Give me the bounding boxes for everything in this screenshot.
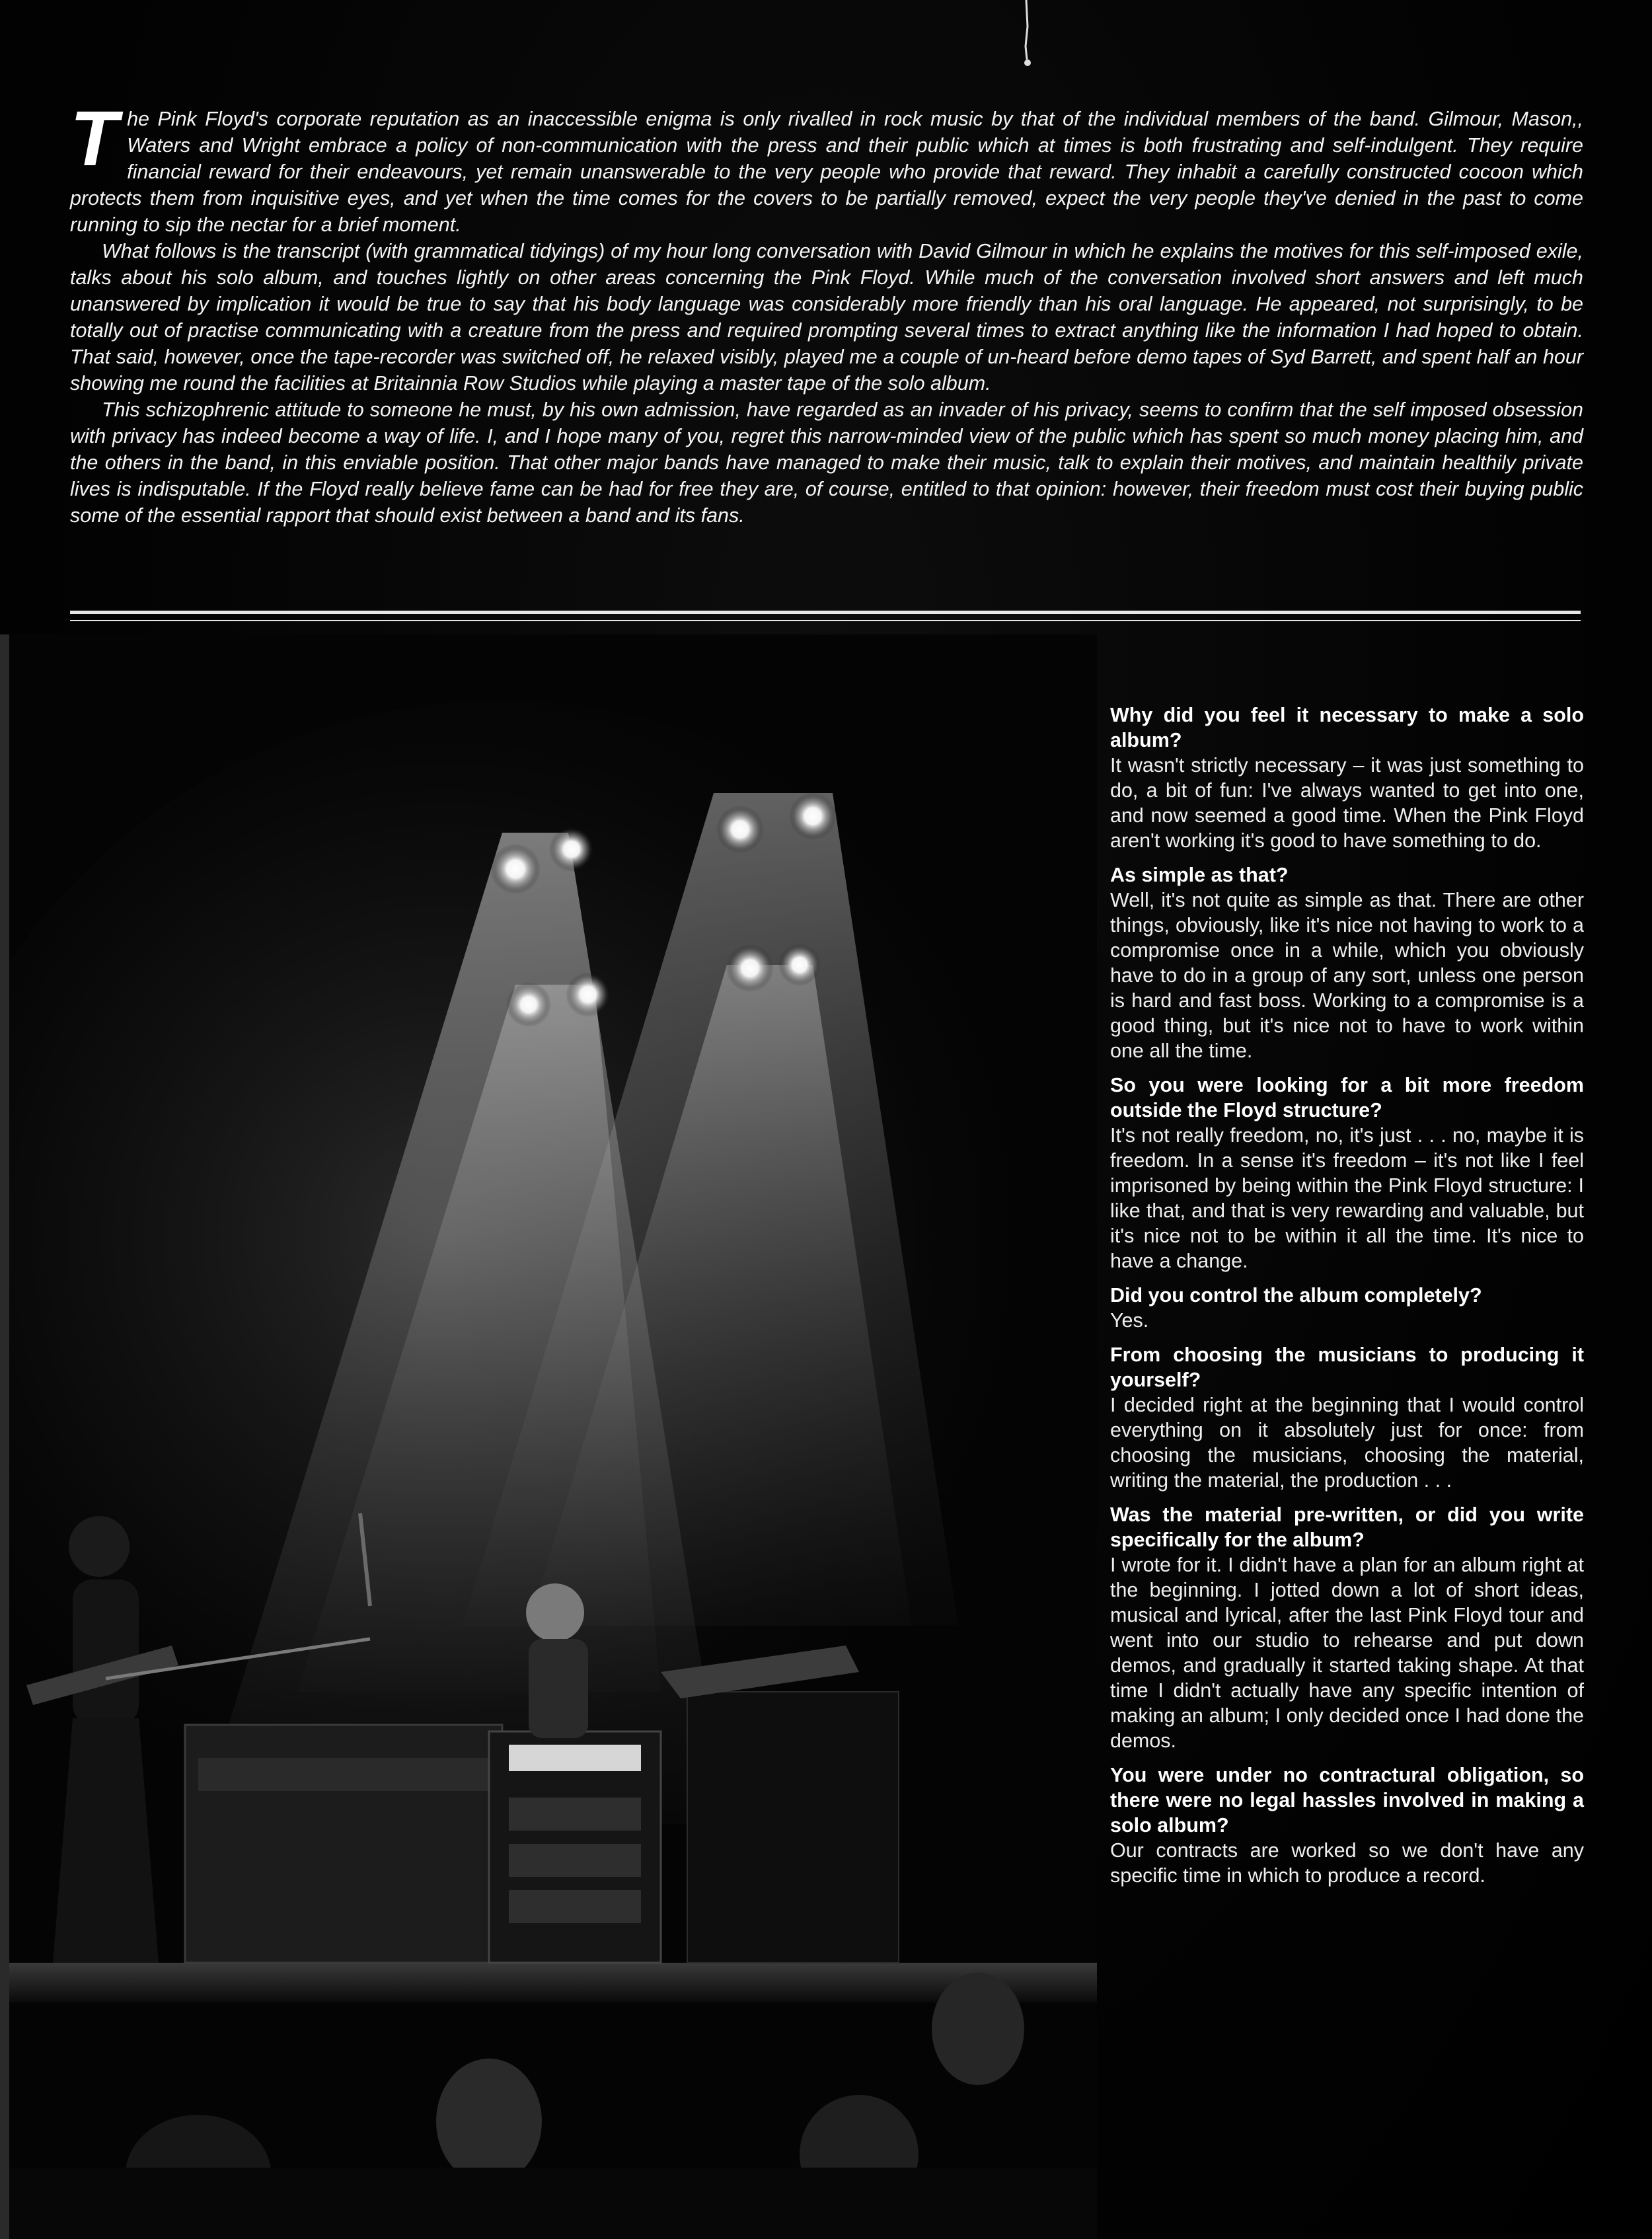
interview-question: As simple as that? [1110, 864, 1289, 886]
interview-question: From choosing the musicians to producing it yourself? [1110, 1344, 1584, 1391]
qa-item [1110, 1763, 1584, 1888]
intro-text [70, 95, 1583, 529]
interview-answer: It's not really freedom, no, it's just . . . no, maybe it is freedom. In a sense it's freedom – it's not like I feel imprisoned by being within the Pink Floyd structure: I like that, and that is very rewarding and valuable, but it's nice not to be within it all the time. It's nice to have a change. [1110, 1124, 1584, 1272]
concert-photo-image [0, 634, 1097, 2239]
interview-answer: Well, it's not quite as simple as that. There are other things, obviously, like it's nice not having to work to a compromise once in a while, which you obviously have to do in a group of any sort, unless one person is hard and fast boss. Working to a compromise is a good thing, but it's nice not to have to work within one all the time. [1110, 889, 1584, 1062]
interview-question: You were under no contractural obligation, so there were no legal hassles involved in making a solo album? [1110, 1764, 1584, 1837]
qa-item [1110, 1283, 1584, 1333]
interview-answer: I wrote for it. I didn't have a plan for an album right at the beginning. I jotted down a lot of short ideas, musical and lyrical, after the last Pink Floyd tour and went into our studio to rehearse and put down demos, and gradually it started taking shape. At that time I didn't actually have any specific intention of making an album; I only decided once I had done the demos. [1110, 1554, 1584, 1752]
interview-question: So you were looking for a bit more freedom outside the Floyd structure? [1110, 1074, 1584, 1121]
interview-answer: Our contracts are worked so we don't have any specific time in which to produce a record. [1110, 1839, 1584, 1887]
interview-question: Did you control the album completely? [1110, 1284, 1482, 1307]
interview-question: Why did you feel it necessary to make a solo album? [1110, 704, 1584, 751]
page-ornament [1021, 0, 1033, 73]
interview-answer: I decided right at the beginning that I would control everything on it absolutely just for once: from choosing the musicians, choosing the material, writing the material, the production . . . [1110, 1394, 1584, 1492]
qa-item [1110, 862, 1584, 1063]
interview-column [1110, 702, 1584, 1897]
divider-rule-thick [70, 611, 1581, 614]
qa-item [1110, 702, 1584, 853]
interview-answer: Yes. [1110, 1309, 1149, 1332]
qa-item [1110, 1502, 1584, 1753]
concert-photo [0, 634, 1097, 2239]
interview-answer: It wasn't strictly necessary – it was just something to do, a bit of fun: I've always wanted to get into one, and now seemed a good time. When the Pink Floyd aren't working it's good to have something to do. [1110, 754, 1584, 852]
divider-rule-thin [70, 620, 1581, 621]
intro-paragraph-1-text: he Pink Floyd's corporate reputation as an inaccessible enigma is only rivalled in rock music by that of the individual members of the band. Gilmour, Mason,, Waters and Wright embrace a policy of non-communication with the press and their public which at times is both frustrating and self-indulgent. They require financial reward for their endeavours, yet remain unanswerable to the very people who provide that reward. They inhabit a carefully constructed cocoon which protects them from inquisitive eyes, and yet when the time comes for the covers to be partially removed, expect the very people they've denied in the past to come running to sip the nectar for a brief moment. [70, 108, 1583, 236]
qa-item [1110, 1342, 1584, 1493]
qa-item [1110, 1073, 1584, 1273]
drop-cap: T [70, 95, 118, 182]
intro-paragraph-2: What follows is the transcript (with grammatical tidyings) of my hour long conversation with David Gilmour in which he explains the motives for this self-imposed exile, talks about his solo album, and touches lightly on other areas concerning the Pink Floyd. While much of the conversation involved short answers and left much unanswered by implication it would be true to say that his body language was considerably more friendly than his oral language. He appeared, not surprisingly, to be totally out of practise communicating with a creature from the press and required prompting several times to extract anything like the information I had hoped to obtain. That said, however, once the tape-recorder was switched off, he relaxed visibly, played me a couple of un-heard before demo tapes of Syd Barrett, and spent half an hour showing me round the facilities at Britainnia Row Studios while playing a master tape of the solo album. [70, 240, 1583, 395]
interview-question: Was the material pre-written, or did you write specifically for the album? [1110, 1503, 1584, 1551]
intro-paragraph-3: This schizophrenic attitude to someone he must, by his own admission, have regarded as an invader of his privacy, seems to confirm that the self imposed obsession with privacy has indeed become a way of life. I, and I hope many of you, regret this narrow-minded view of the public which has spent so much money placing him, and the others in the band, in this enviable position. That other major bands have managed to make their music, talk to explain their motives, and maintain healthily private lives is indisputable. If the Floyd really believe fame can be had for free they are, of course, entitled to that opinion: however, their freedom must cost their buying public some of the essential rapport that should exist between a band and its fans. [70, 398, 1583, 527]
intro-paragraph-1 [70, 95, 1583, 238]
